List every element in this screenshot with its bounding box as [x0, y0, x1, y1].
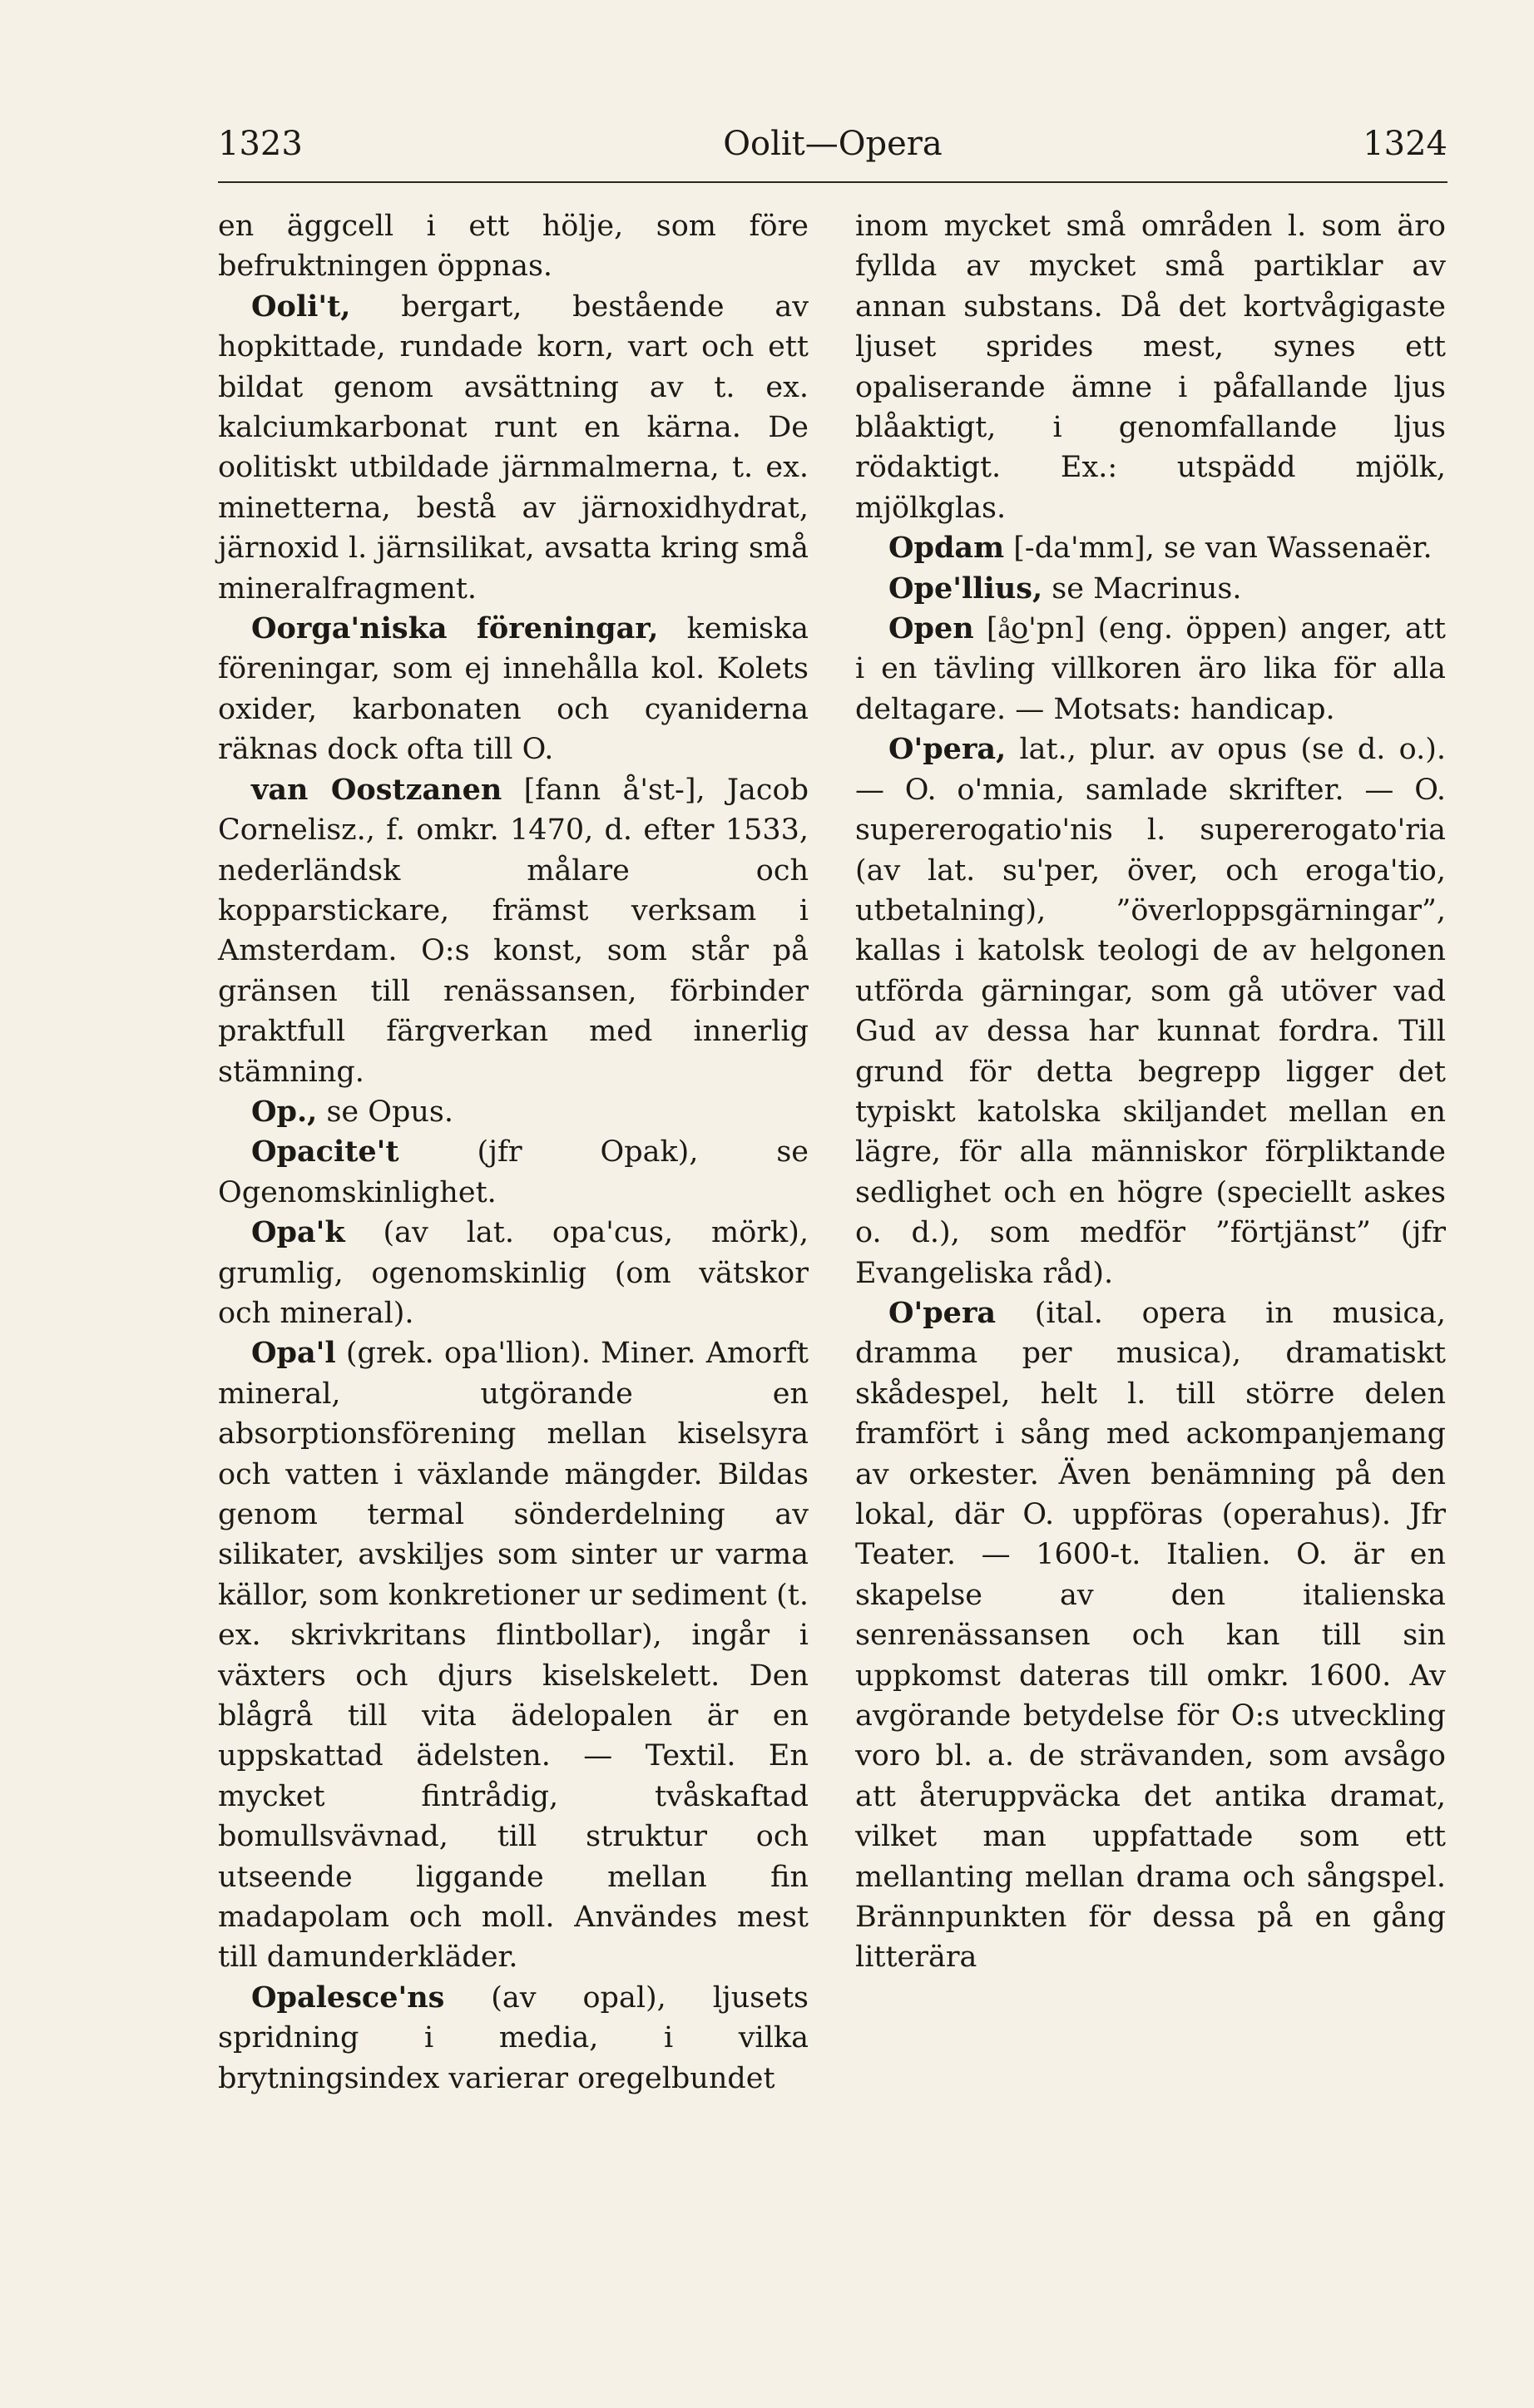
right-page-number: 1324: [1363, 125, 1447, 163]
entry: [855, 729, 1446, 1293]
headword: Opdam: [888, 531, 1005, 566]
headword: Open: [888, 611, 974, 646]
headword: Opalesce'ns: [251, 1980, 445, 2015]
entry-text: (grek. opa'llion). Miner. Amorft mineral, utgörande en absorptionsförening mellan kiselsyra och vatten i växlande mängder. Bildas genom termal sönderdelning av silikater, avskiljes som sinter ur varma källor, som konkretioner ur sediment (t. ex. skrivkritans flintbollar), ingår i växters och djurs kiselskelett. Den blågrå till vita ädelopalen är en uppskattad ädelsten. — Textil. En mycket fintrådig, tvåskaftad bomullsvävnad, till struktur och utseende liggande mellan fin madapolam och moll. Användes mest till damunderkläder.: [218, 1337, 809, 1975]
header-rule: [218, 181, 1447, 183]
entry: [855, 569, 1446, 609]
entry: [218, 287, 809, 609]
entry-text: bergart, bestående av hopkittade, rundade korn, vart och ett bildat genom avsättning av t. ex. kalciumkarbonat runt en kärna. De oolitiskt utbildade järnmalmerna, t. ex. minetterna, bestå av järnoxidhydrat, järnoxid l. järnsilikat, avsatta kring små mineralfragment.: [218, 289, 809, 606]
entry-text: [-da'mm], se van Wassenaër.: [1004, 532, 1433, 566]
entry: [218, 609, 809, 770]
headword: Op.,: [251, 1094, 318, 1129]
entry-text: se Macrinus.: [1042, 571, 1242, 606]
headword: Oorga'niska föreningar,: [251, 611, 659, 646]
entry-text: (av lat. opa'cus, mörk), grumlig, ogenomskinlig (om vätskor och mineral).: [218, 1216, 809, 1330]
headword: Ooli't,: [251, 289, 351, 324]
headword: O'pera,: [888, 732, 1007, 767]
entry-text: (av opal), ljusets spridning i media, i vilka brytningsindex varierar oregelbundet: [218, 1980, 809, 2095]
entry: [218, 1213, 809, 1333]
page-header: [218, 125, 1447, 183]
headword: van Oostzanen: [251, 772, 502, 807]
headword: Opacite't: [251, 1135, 399, 1169]
headword: Opa'k: [251, 1215, 345, 1250]
entry: [218, 1092, 809, 1132]
entry: [218, 206, 809, 287]
entry-text: [å͜o'pn] (eng. öppen) anger, att i en tävling villkoren äro lika för alla deltagare. — Motsats: handicap.: [855, 612, 1446, 726]
entry-text: en äggcell i ett hölje, som före befruktningen öppnas.: [218, 210, 809, 284]
entry-text: [fann å'st-], Jacob Cornelisz., f. omkr. 1470, d. efter 1533, nederländsk målare och kopparstickare, främst verksam i Amsterdam. O:s konst, som står på gränsen till renässansen, förbinder praktfull färgverkan med innerlig stämning.: [218, 773, 809, 1089]
entry-text: se Opus.: [317, 1095, 453, 1129]
right-column: [855, 206, 1446, 1978]
headword: Opa'l: [251, 1336, 336, 1371]
headword: Ope'llius,: [888, 571, 1043, 606]
running-title: Oolit—Opera: [723, 125, 943, 163]
entry-text: (ital. opera in musica, dramma per musica), dramatiskt skådespel, helt l. till större delen framfört i sång med ackompanjemang av orkester. Även benämning på den lokal, där O. uppföras (operahus). Jfr Teater. — 1600-t. Italien. O. är en skapelse av den italienska senrenässansen och kan till sin uppkomst dateras till omkr. 1600. Av avgörande betydelse för O:s utveckling voro bl. a. de strävanden, som avsågo att återuppväcka det antika dramat, vilket man uppfattade som ett mellanting mellan drama och sångspel. Brännpunkten för dessa på en gång litterära: [855, 1296, 1446, 1975]
entry: [218, 1978, 809, 2099]
entry-text: (jfr Opak), se Ogenomskinlighet.: [218, 1135, 809, 1209]
left-page-number: 1323: [218, 125, 303, 163]
entry-text: inom mycket små områden l. som äro fyllda av mycket små partiklar av annan substans. Då det kortvågigaste ljuset sprides mest, synes ett opaliserande ämne i påfallande ljus blåaktigt, i genomfallande ljus rödaktigt. Ex.: utspädd mjölk, mjölkglas.: [855, 210, 1446, 525]
entry: [855, 609, 1446, 729]
left-column: [218, 206, 809, 2099]
entry: [218, 770, 809, 1092]
entry: [855, 206, 1446, 528]
entry: [218, 1333, 809, 1978]
entry: [855, 528, 1446, 568]
entry-text: kemiska föreningar, som ej innehålla kol. Kolets oxider, karbonaten och cyaniderna räknas dock ofta till O.: [218, 612, 809, 767]
entry-text: lat., plur. av opus (se d. o.). — O. o'mnia, samlade skrifter. — O. supererogatio'nis l. supererogato'ria (av lat. su'per, över, och eroga'tio, utbetalning), ”överloppsgärningar”, kallas i katolsk teologi de av helgonen utförda gärningar, som gå utöver vad Gud av dessa har kunnat fordra. Till grund för detta begrepp ligger det typiskt katolska skiljandet mellan en lägre, för alla människor förpliktande sedlighet och en högre (speciellt askes o. d.), som medför ”förtjänst” (jfr Evangeliska råd).: [855, 733, 1446, 1290]
headword: O'pera: [888, 1295, 997, 1330]
entry: [855, 1293, 1446, 1978]
entry: [218, 1132, 809, 1213]
